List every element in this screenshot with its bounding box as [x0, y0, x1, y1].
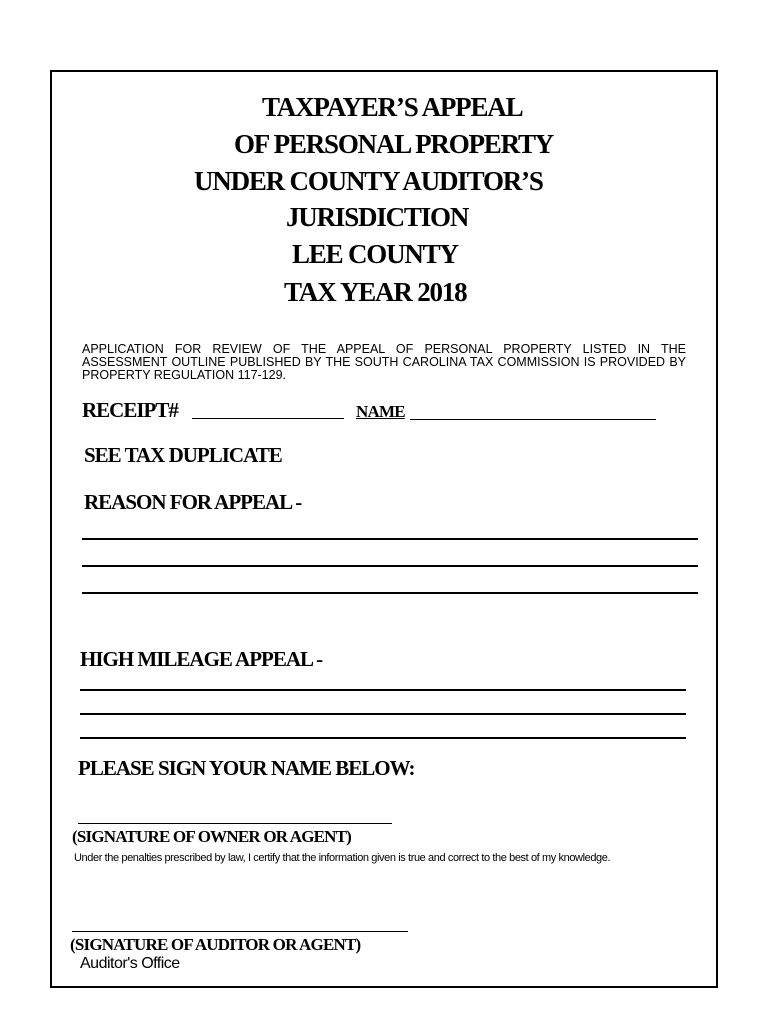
mileage-line-1[interactable]: [80, 689, 686, 691]
auditor-signature-label: (SIGNATURE OF AUDITOR OR AGENT): [70, 935, 361, 954]
receipt-field[interactable]: [192, 418, 344, 419]
owner-signature-label: (SIGNATURE OF OWNER OR AGENT): [72, 827, 352, 846]
title-line-3: UNDER COUNTY AUDITOR’S: [194, 166, 543, 196]
reason-line-2[interactable]: [82, 565, 698, 567]
name-label: NAME: [356, 402, 405, 421]
owner-signature-line[interactable]: [78, 823, 392, 824]
title-line-2: OF PERSONAL PROPERTY: [234, 129, 554, 159]
receipt-label: RECEIPT#: [82, 398, 178, 422]
certification-text: Under the penalties prescribed by law, I certify that the information given is true and correct to the best of my knowledge.: [74, 852, 611, 864]
high-mileage-appeal-label: HIGH MILEAGE APPEAL -: [80, 647, 323, 671]
auditor-signature-line[interactable]: [72, 931, 408, 932]
please-sign-label: PLEASE SIGN YOUR NAME BELOW:: [78, 756, 415, 780]
reason-line-3[interactable]: [82, 592, 698, 594]
mileage-line-2[interactable]: [80, 713, 686, 715]
auditor-office: Auditor's Office: [80, 955, 180, 972]
title-line-4: JURISDICTION: [286, 202, 469, 232]
title-line-5: LEE COUNTY: [292, 239, 458, 269]
mileage-line-3[interactable]: [80, 737, 686, 739]
title-line-1: TAXPAYER’S APPEAL: [262, 92, 523, 122]
reason-for-appeal-label: REASON FOR APPEAL -: [84, 490, 302, 514]
application-text: APPLICATION FOR REVIEW OF THE APPEAL OF PERSONAL PROPERTY LISTED IN THE ASSESSMENT OUTLINE PUBLISHED BY THE SOUTH CAROLINA TAX COMMISSION IS PROVIDED BY PROPERTY REGULATION 117-129.: [82, 342, 686, 382]
reason-line-1[interactable]: [82, 538, 698, 540]
see-tax-duplicate: SEE TAX DUPLICATE: [84, 443, 282, 467]
title-line-6: TAX YEAR 2018: [284, 277, 467, 307]
name-field[interactable]: [410, 419, 656, 420]
